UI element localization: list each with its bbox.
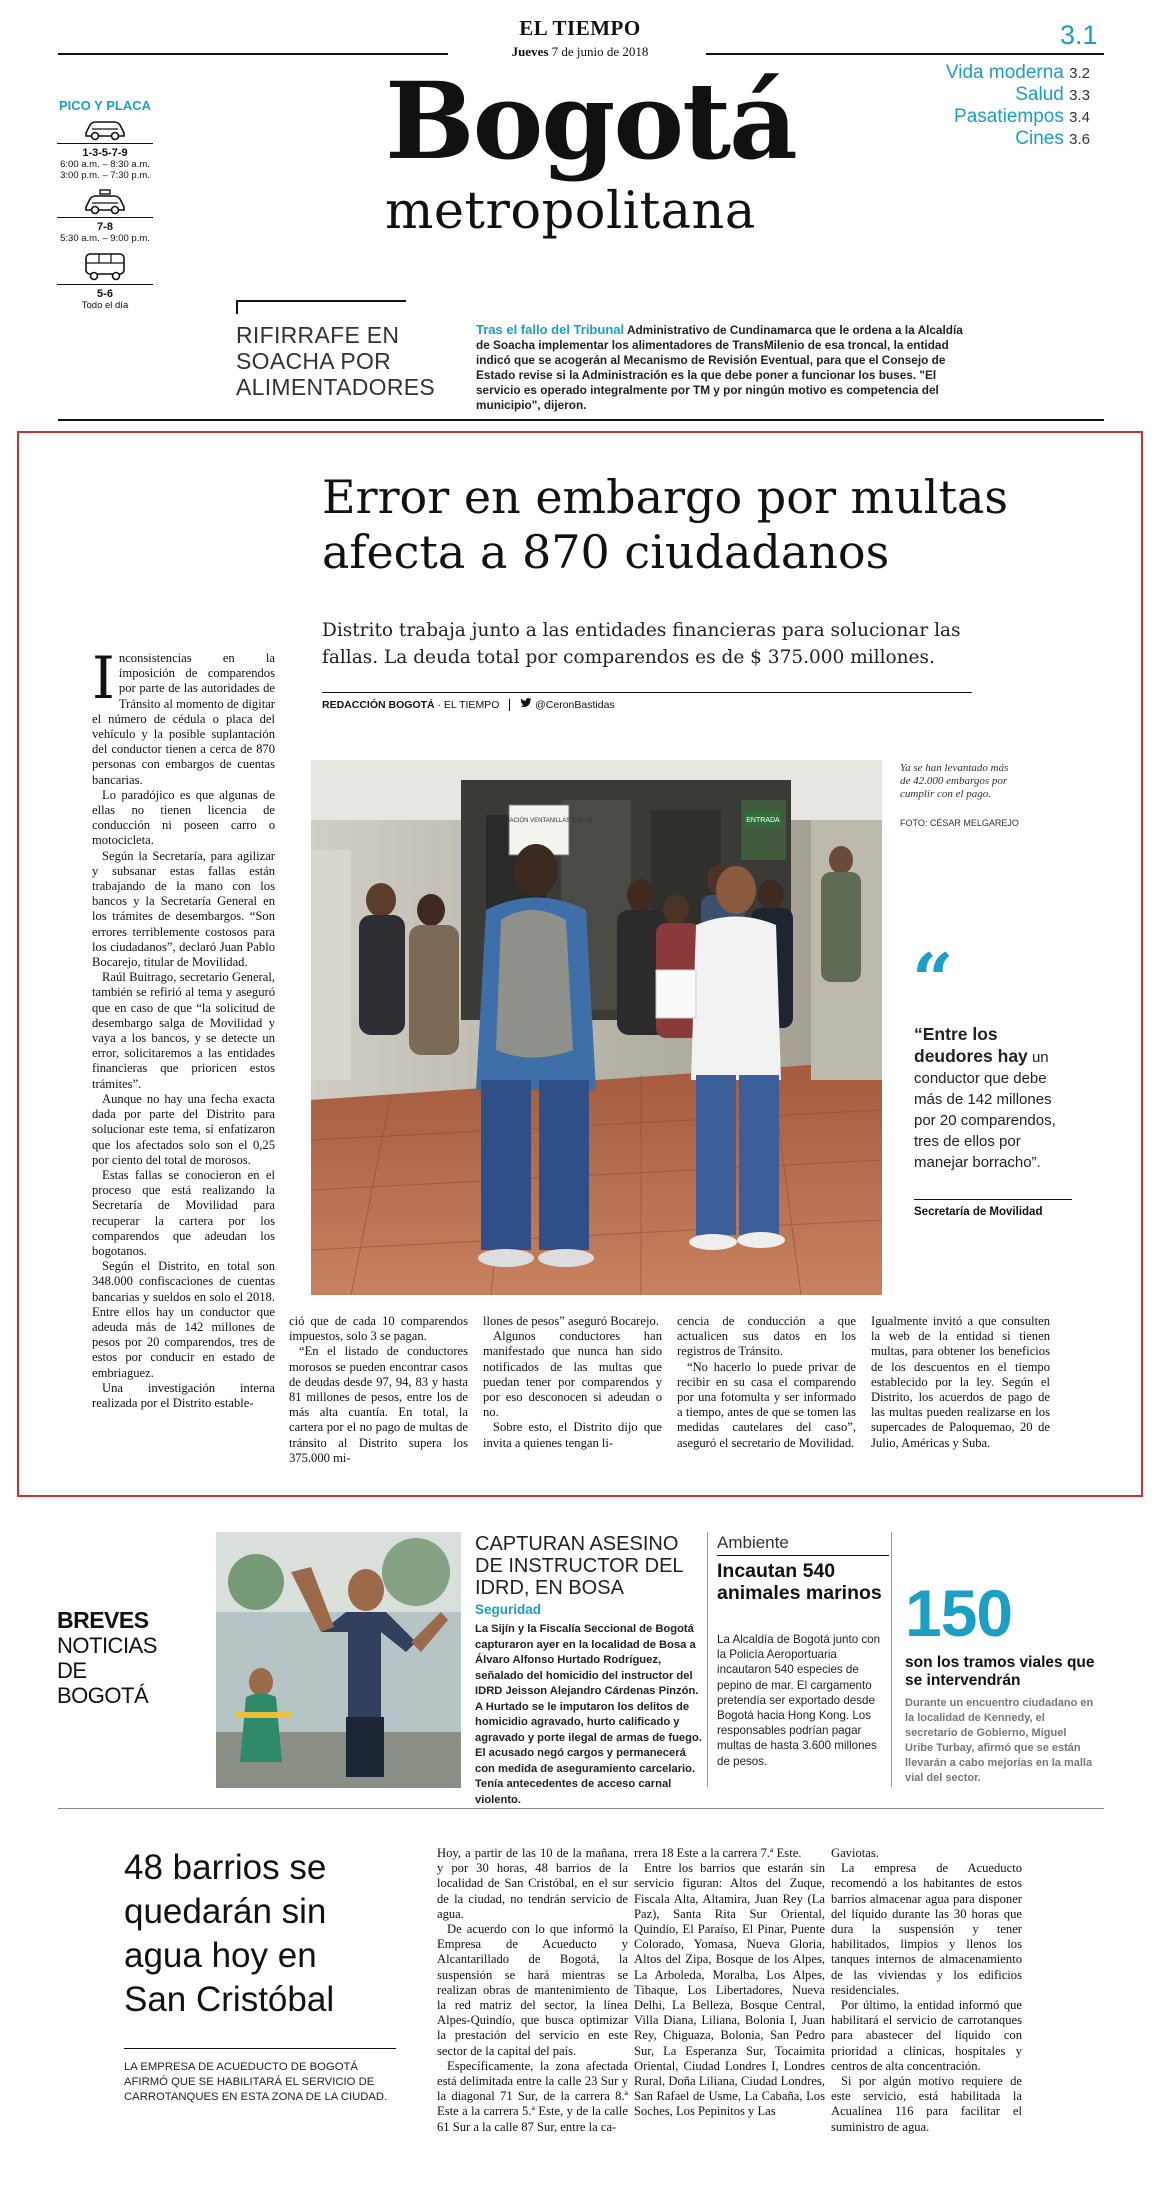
article-column xyxy=(483,1314,662,1451)
twitter-icon xyxy=(520,698,532,712)
article-paragraph: Específicamente, la zona afectada está delimitada entre la calle 23 Sur y la diagonal 71 Sur, de la carrera 8.ª Este a la carrera 5.ª Este, y de la calle 61 Sur a la calle 87 Sur, entre la ca- xyxy=(437,2058,628,2134)
breves-item-kicker: Seguridad xyxy=(475,1602,542,1617)
section-subtitle: metropolitana xyxy=(385,182,756,241)
index-item[interactable]: Vida moderna 3.2 xyxy=(945,62,1090,83)
pull-quote-source: Secretaría de Movilidad xyxy=(914,1206,1043,1218)
drop-cap: I xyxy=(92,644,115,712)
article-paragraph: Hoy, a partir de las 10 de la mañana, y por 30 horas, 48 barrios de la localidad de San Cristóbal, en el sur de la ciudad, no tendrán servicio de agua. xyxy=(437,1846,628,1921)
water-headline[interactable]: 48 barrios se quedarán sin agua hoy en San Cristóbal xyxy=(124,1848,335,2019)
article-paragraph: rrera 18 Este a la carrera 7.ª Este. xyxy=(634,1846,802,1860)
breves-stat-body: Durante un encuentro ciudadano en la localidad de Kennedy, el secretario de Gobierno, Miguel Uribe Turbay, afirmó que se están llevarán a cabo mejorías en la malla vial del sector. xyxy=(905,1697,1094,1784)
article-paragraph: Igualmente invitó a que consulten la web de la entidad si tienen multas, para obtener los beneficios de los descuentos en el tiempo establecido por la ley. Según el Distrito, los acuerdos de pago de las multas pueden realizarse en los supercades de Paloquemao, 20 de Julio, Américas y Suba. xyxy=(871,1314,1050,1450)
breves-photo xyxy=(216,1532,461,1788)
article-column xyxy=(677,1314,856,1451)
breves-divider xyxy=(707,1532,708,1787)
pico-placa-plates: 5-6 xyxy=(97,288,113,300)
article-paragraph: La empresa de Acueducto recomendó a los habitantes de estos barrios almacenar agua para disponer del líquido durante las 30 horas que dura la suspensión y tener habilitados, limpios y llenos los tanques internos de almacenamiento de las viviendas y los edificios residenciales. xyxy=(831,1861,1022,1997)
breves-item-headline[interactable]: Incautan 540 animales marinos xyxy=(717,1560,882,1604)
article-paragraph: De acuerdo con lo que informó la Empresa de Acueducto y Alcantarillado de Bogotá, la suspensión se hará mientras se realizan obras de mantenimiento de la red matriz del sector, la línea Alpes-Quindío, que busca optimizar la prestación del servicio en este sector de la capital del país. xyxy=(437,1922,628,2058)
section-index xyxy=(890,62,1090,150)
article-paragraph: Si por algún motivo requiere de este servicio, está habilitada la Acualínea 116 para facilitar el suministro de agua. xyxy=(831,2074,1022,2134)
teaser-body: Tras el fallo del Tribunal Administrativo de Cundinamarca que le ordena a la Alcaldía de Soacha implementar los alimentadores de TransMilenio de esa troncal, la entidad indicó que se acogerán al Mecanismo de Revisión Eventual, para que el Consejo de Estado revise si la Administración es la que debe poner a funcionar los buses. "El servicio es operado integralmente por TM y por ningún motivo es competencia del municipio", dijeron. xyxy=(476,322,963,412)
pico-placa-time: 5:30 a.m. – 9:00 p.m. xyxy=(60,233,150,244)
pico-placa-title: PICO Y PLACA xyxy=(59,98,151,113)
car-icon xyxy=(82,117,128,141)
pico-placa-time: 3:00 p.m. – 7:30 p.m. xyxy=(60,170,150,181)
article-paragraph: “En el listado de conductores morosos se pueden encontrar casos de deudas desde 97, 94, 83 y hasta 81 millones de pesos, entre los de más alta cuantía. En total, la cartera por el no pago de multas de tránsito al Distrito supera los 375.000 mi- xyxy=(289,1344,468,1465)
photo-caption: Ya se han levantado más de 42.000 embargos por cumplir con el pago. xyxy=(900,762,1009,800)
masthead-bottom-rule xyxy=(58,419,1104,421)
bus-icon xyxy=(82,252,128,282)
breves-label: BREVES NOTICIAS DE BOGOTÁ xyxy=(57,1607,157,1708)
taxi-icon xyxy=(82,189,128,215)
byline: REDACCIÓN BOGOTÁ · EL TIEMPO @CeronBastidas xyxy=(322,699,615,711)
page-number: 3.1 xyxy=(1060,20,1098,50)
deck-rule xyxy=(322,692,972,693)
breves-item-kicker: Ambiente xyxy=(717,1533,789,1552)
photo-sign-text: INFORMACIÓN VENTANILLAS 1 AL 17 xyxy=(485,818,593,824)
main-deck: Distrito trabaja junto a las entidades financieras para solucionar las fallas. La deuda total por comparendos es de $ 375.000 millones. xyxy=(322,620,961,668)
article-column xyxy=(437,1846,628,2135)
teaser-rule xyxy=(236,300,406,302)
article-column xyxy=(289,1314,468,1466)
teaser-corner xyxy=(236,300,238,314)
water-summary-rule xyxy=(124,2048,396,2049)
water-summary: LA EMPRESA DE ACUEDUCTO DE BOGOTÁ AFIRMÓ QUE SE HABILITARÁ EL SERVICIO DE CARROTANQUES EN ESTA ZONA DE LA CIUDAD. xyxy=(124,2061,388,2103)
quote-mark-icon: “ xyxy=(912,937,954,1022)
photo-sign-entrada: ENTRADA xyxy=(746,817,780,824)
pico-placa-time: 6:00 a.m. – 8:30 a.m. xyxy=(60,159,150,170)
breves-item-body: La Alcaldía de Bogotá junto con la Policía Aeroportuaria incautaron 540 especies de pepino de mar. El cargamento pretendía ser exportado desde Bogotá hacia Hong Kong. Los responsables podrían pagar multas de hasta 3.600 millones de pesos. xyxy=(717,1633,881,1768)
index-item[interactable]: Salud 3.3 xyxy=(1015,84,1090,105)
breves-divider xyxy=(891,1532,892,1787)
pull-quote-rule xyxy=(914,1199,1072,1200)
teaser-headline[interactable]: RIFIRRAFE EN SOACHA POR ALIMENTADORES xyxy=(236,322,436,400)
breves-item-body: La Sijín y la Fiscalía Seccional de Bogotá capturaron ayer en la localidad de Bosa a Álvaro Alfonso Hurtado Rodríguez, señalado del homicidio del instructor del IDRD Jeisson Alejandro Cárdenas Pinzón. A Hurtado se le imputaron los delitos de homicidio agravado, hurto calificado y agravado y porte ilegal de armas de fuego. El acusado negó cargos y permanecerá con medida de aseguramiento carcelario. Tenía antecedentes de acceso carnal violento. xyxy=(475,1623,702,1806)
breves-item-headline[interactable]: CAPTURAN ASESINO DE INSTRUCTOR DEL IDRD, EN BOSA xyxy=(475,1533,683,1599)
article-paragraph: Por último, la entidad informó que habilitará el servicio de carrotanques para abastecer del líquido con prioridad a clínicas, hospitales y centros de alta concentración. xyxy=(831,1998,1022,2073)
breves-stat-number: 150 xyxy=(905,1576,1013,1650)
index-item[interactable]: Pasatiempos 3.4 xyxy=(954,106,1090,127)
article-paragraph: llones de pesos” aseguró Bocarejo. xyxy=(483,1314,659,1328)
article-paragraph: “No hacerlo lo puede privar de recibir en su casa el comparendo por una fotomulta y ser informado a tiempo, antes de que se tomen las medidas cautelares del caso”, aseguró el secretario de Movilidad. xyxy=(677,1359,856,1450)
breves-stat-headline[interactable]: son los tramos viales que se intervendrán xyxy=(905,1654,1095,1689)
index-item[interactable]: Cines 3.6 xyxy=(1015,128,1090,149)
article-paragraph: Entre los barrios que estarán sin servicio figuran: Altos del Zuque, Fiscala Alta, Altamira, Juan Rey (La Paz), Santa Rita Sur Oriental, Quindío, El Paraíso, El Pinar, Puente Colorado, Yomasa, Nueva Gloria, Altos del Zipa, Bosque de los Alpes, La Arboleda, Moralba, Los Alpes, Tibaque, Los Libertadores, Nueva Delhi, La Belleza, Bosque Central, Villa Diana, Liliana, Bolonia I, Juan Rey, Chiguaza, Bolonia, San Pedro Sur, La Esperanza Sur, Tocaimita Oriental, Ciudad Londres I, Londres Rural, Doña Liliana, Ciudad Londres, San Rafael de Usme, La Cabaña, Los Soches, Los Pepinitos y Las xyxy=(634,1861,825,2119)
masthead-rule-right xyxy=(706,53,1104,55)
twitter-handle[interactable]: @CeronBastidas xyxy=(535,699,615,711)
pico-placa-box xyxy=(50,98,160,311)
article-column xyxy=(634,1846,825,2120)
article-column xyxy=(871,1314,1050,1451)
article-column: Inconsistencias en la imposición de comparendos por parte de las autoridades de Tránsito al momento de digitar el número de cédula o placa del vehículo y la posible suplantación del conductor tienen a cerca de 870 personas con embargos de cuentas bancarias. Lo paradójico es que algunas de ellas no tienen licencia de conducción ni poseen carro o motocicleta. Según la Secretaría, para agilizar y subsanar estas fallas están trabajando de la mano con los bancos y la Secretaría General en los trámites de desembargos. “Son errores terriblemente costosos para los ciudadanos”, declaró Juan Pablo Bocarejo, titular de Movilidad. Raúl Buitrago, secretario General, también se refirió al tema y aseguró que en caso de que “la solicitud de desembargo salga de Movilidad y vaya a los bancos, y se detecte un error, solicitaremos a las entidades financieras que prioricen estos trámites”. Aunque no hay una fecha exacta dada por parte del Distrito para solucionar este tema, sí enfatizaron que los afectados solo son el 0,25 por ciento del total de morosos. Estas fallas se conocieron en el proceso que está realizando la Secretaría de Movilidad para recuperar la cartera por los comparendos que adeudan los bogotanos. Según el Distrito, en total son 348.000 confiscaciones de cuentas bancarias y sueldos en solo el 2018. Entre ellos hay un conductor que adeuda más de 142 millones de pesos por 20 comparendos, tres de estos por conducir en estado de embriaguez. Una investigación interna realizada por el Distrito estable- xyxy=(92,644,275,1410)
brand-logo: EL TIEMPO xyxy=(519,16,641,40)
photo-credit: FOTO: CÉSAR MELGAREJO xyxy=(900,818,1019,828)
pico-placa-time: Todo el día xyxy=(81,300,129,311)
main-headline[interactable]: Error en embargo por multas afecta a 870 ciudadanos xyxy=(322,470,1009,579)
section-title: Bogotá xyxy=(385,58,796,183)
article-paragraph: cencia de conducción a que actualicen sus datos en los registros de Tránsito. xyxy=(677,1314,856,1359)
main-photo xyxy=(311,760,882,1295)
article-paragraph: ció que de cada 10 comparendos impuestos, solo 3 se pagan. xyxy=(289,1314,468,1344)
pico-placa-plates: 1-3-5-7-9 xyxy=(82,147,128,159)
article-paragraph: Sobre esto, el Distrito dijo que invita a quienes tengan li- xyxy=(483,1420,662,1450)
article-paragraph: Algunos conductores han manifestado que nunca han sido notificados de las multas que puedan tener por comparendos y por eso desconocen si adeudan o no. xyxy=(483,1329,662,1420)
pico-placa-plates: 7-8 xyxy=(97,221,113,233)
article-column xyxy=(831,1846,1022,2135)
breves-bottom-rule xyxy=(58,1808,1104,1809)
pull-quote: “Entre los deudores hay un conductor que debe más de 142 millones por 20 comparendos, tres de ellos por manejar borracho”. xyxy=(914,1024,1056,1171)
issue-date: Jueves 7 de junio de 2018 xyxy=(511,44,649,59)
breves-kicker-rule xyxy=(717,1555,889,1556)
article-paragraph: Gaviotas. xyxy=(831,1846,879,1860)
masthead-rule-left xyxy=(58,53,448,55)
